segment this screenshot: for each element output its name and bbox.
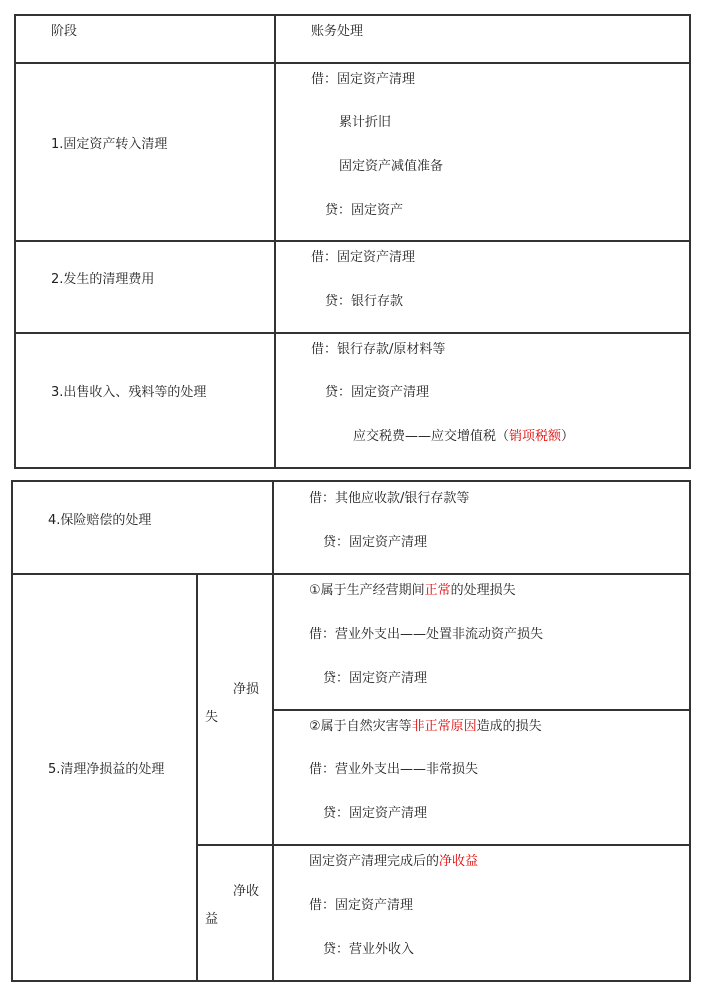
table-divider [274, 14, 276, 469]
row2-line1: 借：固定资产清理 [311, 250, 416, 265]
row1-line3: 固定资产减值准备 [339, 159, 444, 174]
normal-loss-highlight: 正常 [424, 583, 451, 598]
row1-line4: 贷：固定资产 [325, 203, 404, 218]
row5-stage: 5.清理净损益的处理 [48, 762, 165, 777]
row2-stage: 2.发生的清理费用 [51, 272, 155, 287]
table-divider [14, 240, 691, 242]
abnormal-loss-suffix: 造成的损失 [476, 719, 542, 734]
net-gain-intro [309, 854, 478, 870]
vat-suffix: ） [561, 429, 575, 444]
row4-stage: 4.保险赔偿的处理 [48, 513, 152, 528]
row1-stage: 1.固定资产转入清理 [51, 137, 168, 152]
abnormal-loss-highlight: 非正常原因 [411, 719, 477, 734]
abnormal-loss-title [309, 719, 542, 735]
normal-loss-suffix: 的处理损失 [450, 583, 516, 598]
row4-line2: 贷：固定资产清理 [323, 535, 428, 550]
net-gain-label-bottom: 益 [205, 912, 219, 927]
net-gain-label-top: 净收 [233, 884, 260, 899]
net-gain-prefix: 固定资产清理完成后的 [309, 854, 440, 869]
row3-line1: 借：银行存款/原材料等 [311, 342, 446, 357]
table-divider [14, 332, 691, 334]
table-divider [14, 62, 691, 64]
header-accounting: 账务处理 [311, 24, 364, 39]
net-gain-credit: 贷：营业外收入 [323, 942, 415, 957]
net-loss-label-bottom: 失 [205, 710, 219, 725]
vat-prefix: 应交税费——应交增值税（ [353, 429, 510, 444]
abnormal-loss-debit: 借：营业外支出——非常损失 [309, 762, 479, 777]
header-stage: 阶段 [51, 24, 78, 39]
table-divider [196, 573, 198, 982]
vat-highlight: 销项税额 [509, 429, 562, 444]
row1-line1: 借：固定资产清理 [311, 72, 416, 87]
abnormal-loss-prefix: ②属于自然灾害等 [309, 719, 412, 734]
net-gain-highlight: 净收益 [439, 854, 479, 869]
abnormal-loss-credit: 贷：固定资产清理 [323, 806, 428, 821]
table-divider [11, 573, 691, 575]
row1-line2: 累计折旧 [339, 115, 392, 130]
row3-line2: 贷：固定资产清理 [325, 385, 430, 400]
net-gain-debit: 借：固定资产清理 [309, 898, 414, 913]
normal-loss-prefix: ①属于生产经营期间 [309, 583, 425, 598]
normal-loss-credit: 贷：固定资产清理 [323, 671, 428, 686]
net-loss-label-top: 净损 [233, 682, 260, 697]
row2-line2: 贷：银行存款 [325, 294, 404, 309]
table-divider [272, 709, 691, 711]
row3-stage: 3.出售收入、残料等的处理 [51, 385, 207, 400]
normal-loss-title [309, 583, 516, 599]
row4-line1: 借：其他应收款/银行存款等 [309, 491, 470, 506]
table-divider [196, 844, 691, 846]
row3-vat-line [353, 429, 574, 445]
table-divider [272, 480, 274, 982]
normal-loss-debit: 借：营业外支出——处置非流动资产损失 [309, 627, 544, 642]
